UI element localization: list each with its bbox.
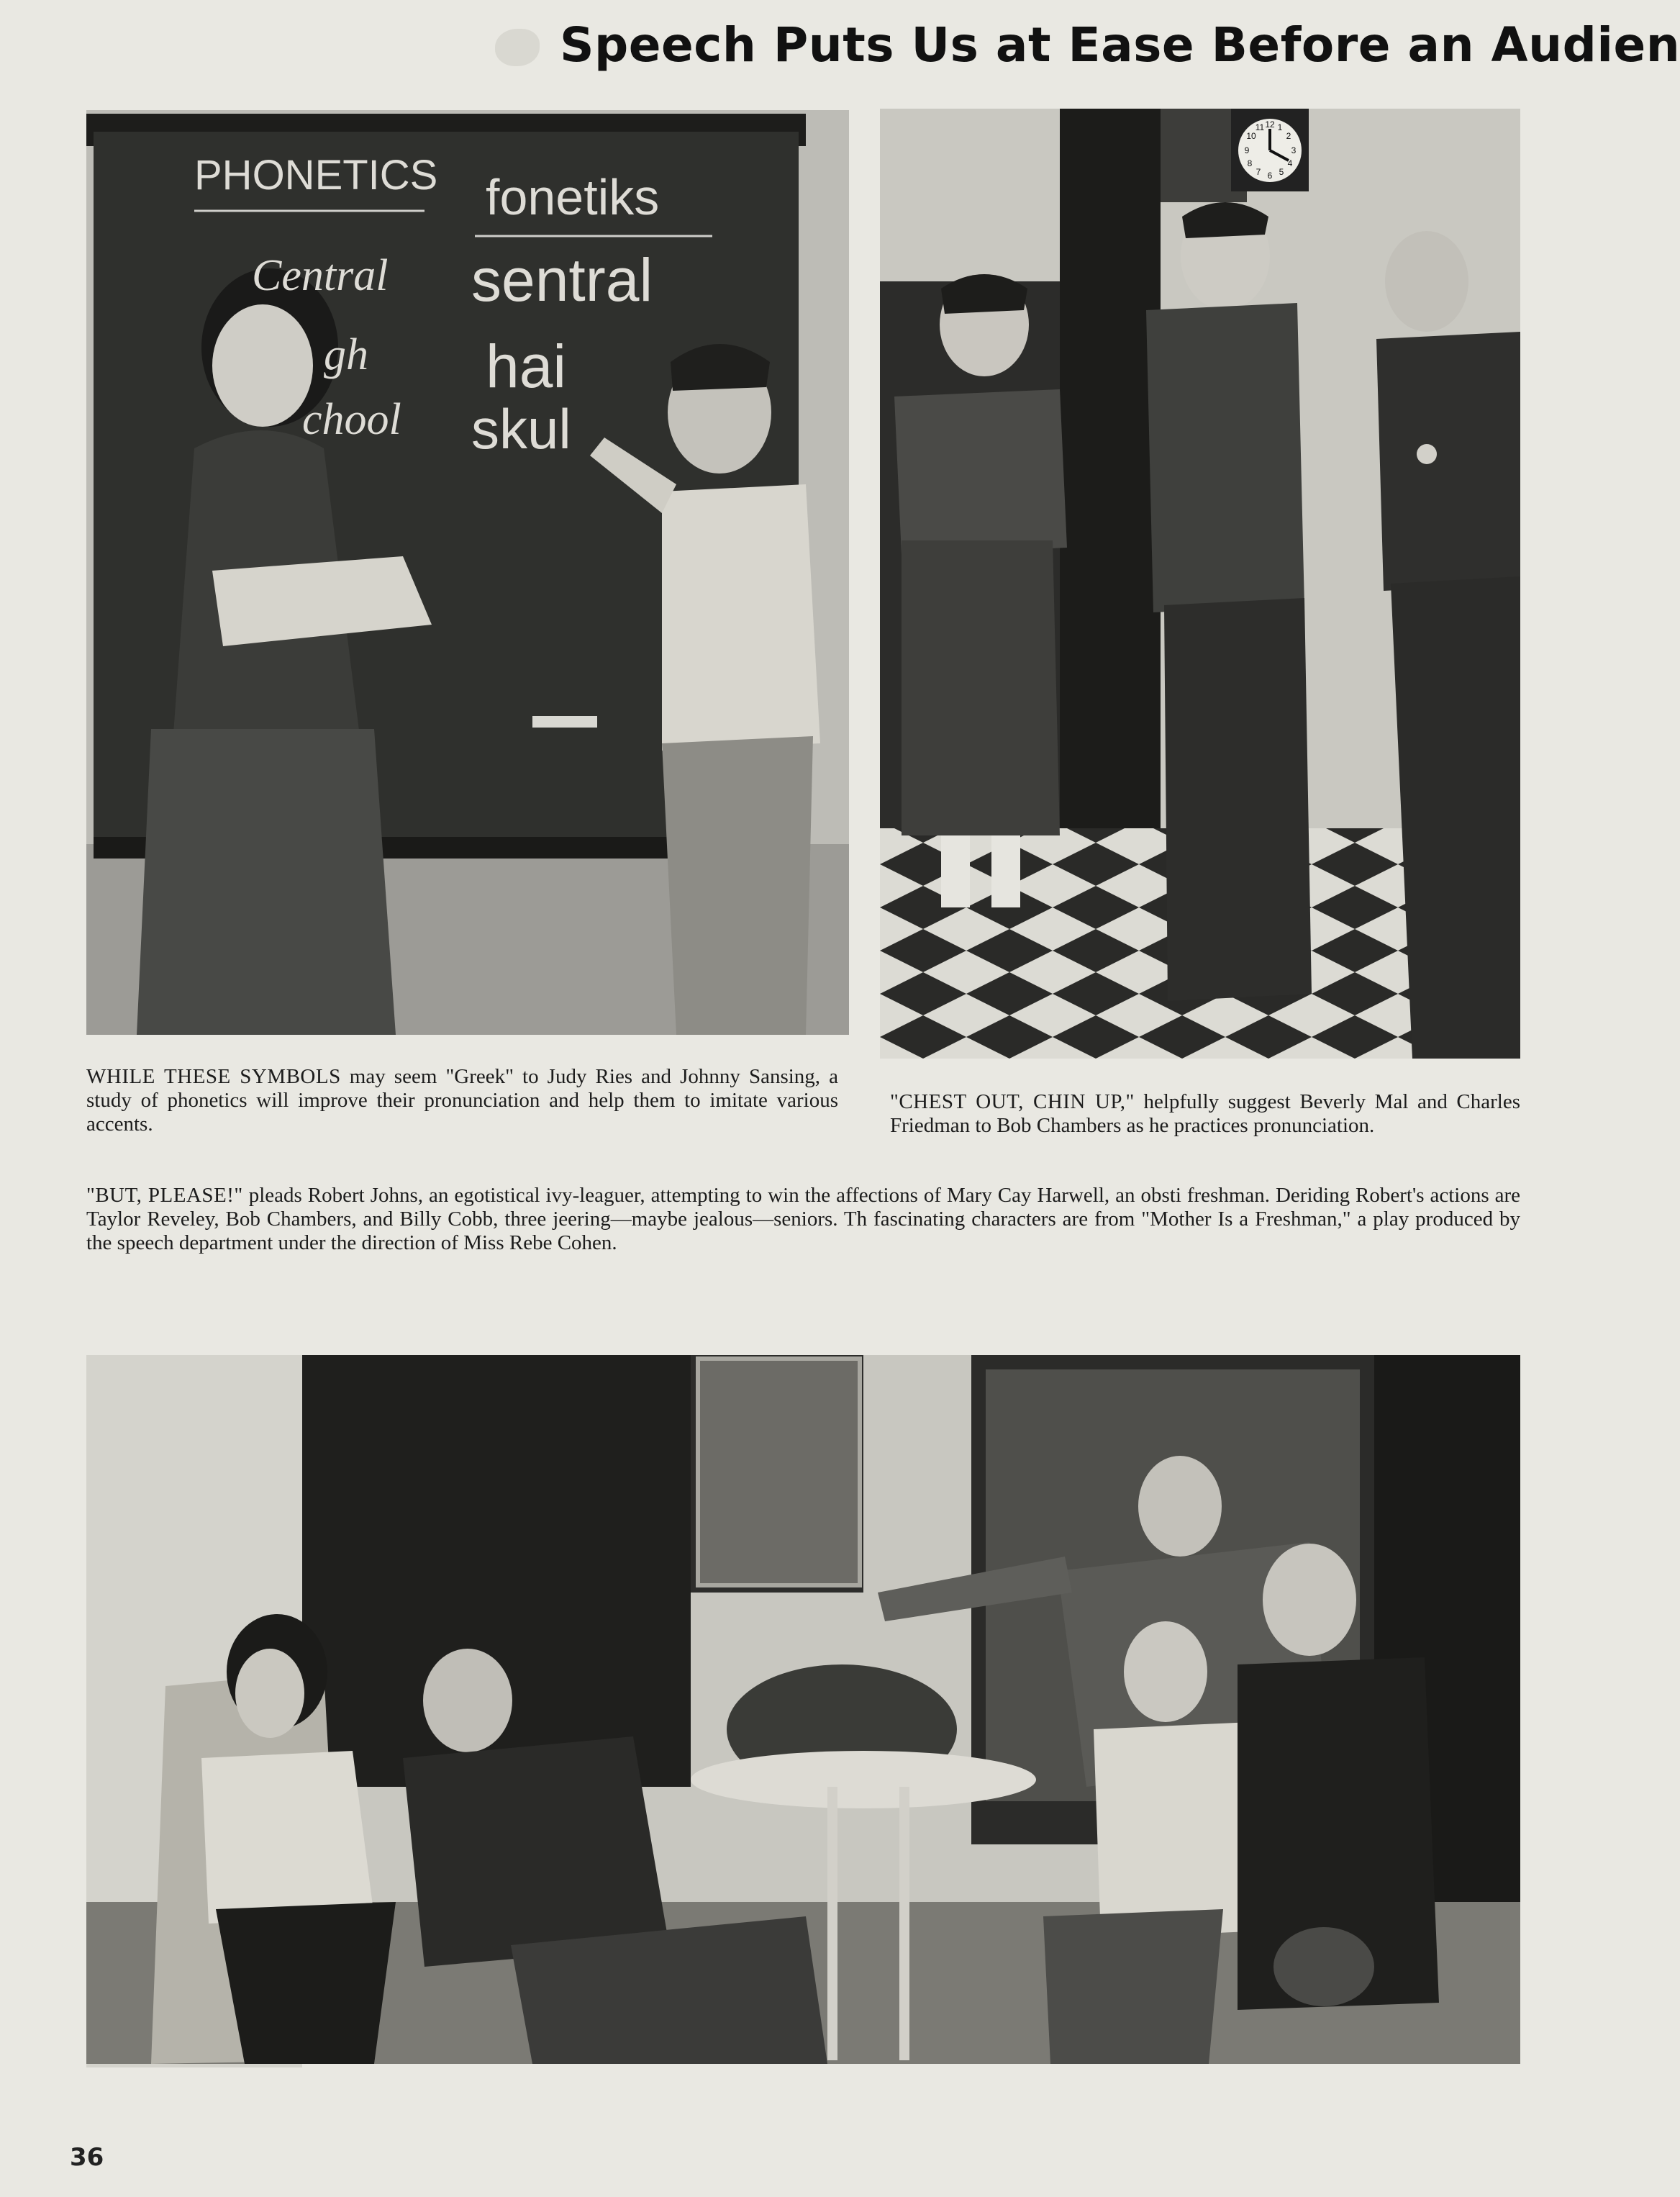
board-word-4: chool (302, 395, 401, 444)
board-phonetic-3: hai (486, 332, 567, 400)
clock-number-5: 5 (1279, 167, 1284, 177)
clock-number-9: 9 (1244, 145, 1250, 155)
clock-number-12: 12 (1265, 119, 1275, 130)
board-phonetic-2: sentral (471, 246, 653, 314)
page-headline: Speech Puts Us at Ease Before an Audien (560, 17, 1680, 73)
clock-number-3: 3 (1291, 145, 1297, 155)
board-phonetic-1: fonetiks (486, 169, 660, 225)
photo-chest-out-chin-up (880, 109, 1520, 1059)
caption-phonetics-text: may seem "Greek" to Judy Ries and Johnny Sansing, a study of phonetics will improve their pronunciation and help them to imitate various accents. (86, 1065, 839, 1136)
caption-play-lead: "BUT, PLEASE!" (86, 1184, 243, 1207)
caption-chest-lead: "CHEST OUT, CHIN UP," (890, 1090, 1135, 1113)
photo-phonetics-blackboard (86, 110, 849, 1035)
caption-chest-text: helpfully suggest Beverly Mal and Charles Friedman to Bob Chambers as he practices pronunciation. (890, 1090, 1520, 1137)
caption-phonetics (86, 1065, 838, 1136)
caption-phonetics-lead: WHILE THESE SYMBOLS (86, 1065, 341, 1088)
clock-number-6: 6 (1267, 171, 1273, 181)
photo-play-scene (86, 1355, 1520, 2064)
clock-number-2: 2 (1286, 131, 1291, 141)
clock-number-8: 8 (1247, 158, 1253, 168)
clock-number-10: 10 (1246, 131, 1256, 141)
play-photo-art (86, 1355, 1520, 2064)
caption-play-text: pleads Robert Johns, an egotistical ivy-leaguer, attempting to win the affections of Mary Cay Harwell, an obsti freshman. Deriding Robert's actions are Taylor Reveley, Bob Chambers, and Billy Cobb, three jeering—maybe jealous—seniors. Th fascinating characters are from "Mother Is a Freshman," a play produced by the speech department under the direction of Miss Rebe Cohen. (86, 1184, 1520, 1254)
caption-play (86, 1184, 1520, 1255)
board-word-1: PHONETICS (194, 152, 438, 199)
headline-mark (495, 29, 540, 66)
phonetics-photo-art (86, 110, 849, 1035)
board-word-2: Central (252, 251, 389, 300)
clock-number-11: 11 (1255, 122, 1265, 132)
clock-number-4: 4 (1287, 158, 1293, 168)
clock-number-1: 1 (1277, 122, 1283, 132)
board-word-3: gh (324, 330, 368, 379)
board-phonetic-4: skul (471, 397, 571, 461)
page-number: 36 (70, 2143, 104, 2172)
caption-chest-out (890, 1090, 1520, 1138)
clock-number-7: 7 (1256, 167, 1261, 177)
chest-photo-art (880, 109, 1520, 1059)
